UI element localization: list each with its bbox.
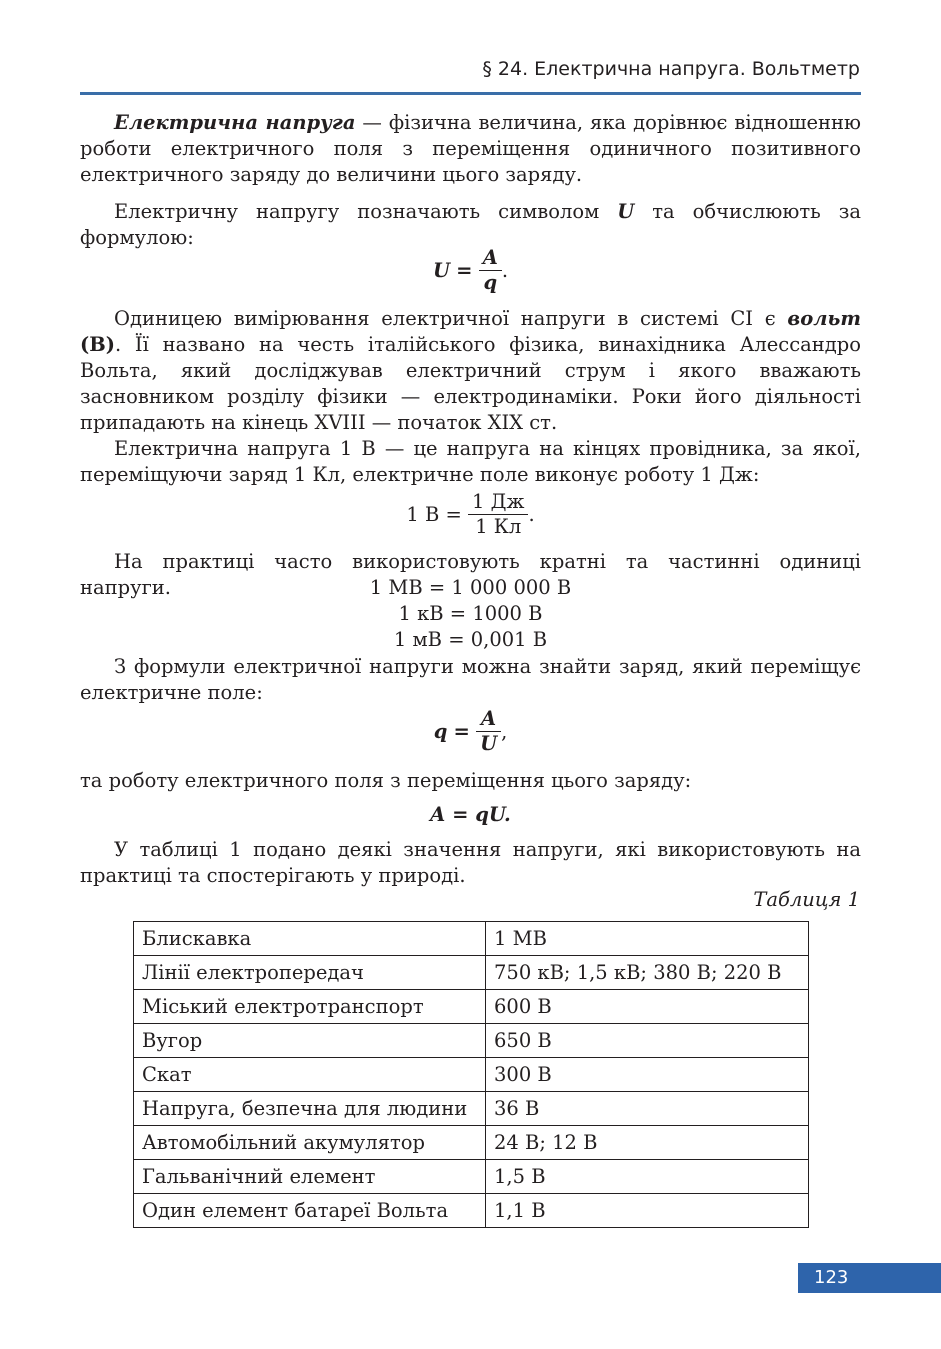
table-cell-source: Скат (134, 1058, 486, 1092)
multiple-millivolt: 1 мВ = 0,001 В (393, 628, 548, 651)
formula-equals: = (453, 720, 470, 743)
work-intro: та роботу електричного поля з переміщення цього заряду: (80, 769, 692, 792)
table-cell-source: Лінії електропередач (134, 956, 486, 990)
unit-abbr: (В) (80, 333, 115, 356)
table-cell-source: Гальванічний елемент (134, 1160, 486, 1194)
table-cell-voltage: 24 В; 12 В (486, 1126, 809, 1160)
table-row (134, 990, 809, 1024)
table-row (134, 1024, 809, 1058)
table-row (134, 1058, 809, 1092)
formula-lhs: U (432, 259, 450, 282)
formula-work: A = qU. (430, 803, 511, 826)
formula-volt (80, 490, 861, 539)
multiple-megavolt: 1 МВ = 1 000 000 В (369, 576, 572, 599)
table-cell-source: Напруга, безпечна для людини (134, 1092, 486, 1126)
header-divider (80, 92, 861, 95)
symbol-para-before: Електричну напругу позначають символом (114, 200, 618, 223)
table-cell-source: Блискавка (134, 922, 486, 956)
formula-tail: , (501, 720, 508, 743)
formula-tail: . (528, 503, 535, 526)
formula-fraction (479, 246, 502, 295)
charge-intro: З формули електричної напруги можна знайти заряд, який переміщує електричне поле: (80, 655, 861, 704)
formula-voltage (80, 246, 861, 295)
voltage-table (133, 921, 809, 1228)
volt-definition-paragraph: Електрична напруга 1 В — це напруга на кінцях провідника, за якої, переміщуючи заряд 1 Кл, електричне поле виконує роботу 1 Дж: (80, 437, 861, 486)
table-cell-voltage: 1 МВ (486, 922, 809, 956)
symbol-u: U (617, 200, 635, 223)
table-cell-source: Міський електротранспорт (134, 990, 486, 1024)
unit-para-after: . Її названо на честь італійського фізика, винахідника Алессандро Вольта, який досліджував електричний струм і якого вважають засновником розділу фізики — електродинаміки. Роки його діяльності припадають на кінець XVIII — початок XIX ст. (80, 333, 861, 434)
multiples-intro: На практиці часто використовують кратні та частинні одиниці напруги. (80, 550, 861, 599)
fraction-denominator: 1 Кл (475, 515, 522, 538)
formula-fraction (476, 707, 501, 756)
table-cell-voltage: 750 кВ; 1,5 кВ; 380 В; 220 В (486, 956, 809, 990)
table-cell-voltage: 300 В (486, 1058, 809, 1092)
formula-lhs: 1 В (406, 503, 440, 526)
fraction-numerator: 1 Дж (468, 490, 528, 515)
page-number: 123 (798, 1263, 941, 1293)
unit-name: вольт (787, 307, 861, 330)
table-cell-source: Автомобільний акумулятор (134, 1126, 486, 1160)
fraction-denominator: q (483, 271, 498, 294)
unit-paragraph (80, 306, 861, 436)
definition-text: — фізична величина, яка дорівнює відношенню роботи електричного поля з переміщення одиничного позитивного електричного заряду до величини цього заряду. (80, 111, 861, 186)
definition-term: Електрична напруга (114, 111, 356, 134)
fraction-numerator: A (479, 246, 502, 271)
symbol-para-after: та обчислюють за формулою: (80, 200, 861, 249)
fraction-denominator: U (480, 732, 498, 755)
table-row (134, 956, 809, 990)
formula-lhs: q (433, 720, 448, 743)
table-cell-voltage: 1,5 В (486, 1160, 809, 1194)
table-cell-voltage: 1,1 В (486, 1194, 809, 1228)
table-row (134, 1092, 809, 1126)
table-cell-voltage: 650 В (486, 1024, 809, 1058)
table-caption: Таблиця 1 (753, 888, 860, 911)
formula-tail: . (501, 259, 509, 282)
formula-equals: = (456, 259, 473, 282)
running-header: § 24. Електрична напруга. Вольтметр (482, 58, 860, 80)
unit-para-before: Одиницею вимірювання електричної напруги в системі СІ є (114, 307, 788, 330)
symbol-paragraph (80, 199, 861, 251)
multiple-kilovolt: 1 кВ = 1000 В (398, 602, 543, 625)
table-row (134, 1126, 809, 1160)
table-cell-source: Вугор (134, 1024, 486, 1058)
table-row (134, 1194, 809, 1228)
formula-fraction (468, 490, 528, 539)
table-cell-source: Один елемент батареї Вольта (134, 1194, 486, 1228)
table-intro: У таблиці 1 подано деякі значення напруги, які використовують на практиці та спостерігають у природі. (80, 838, 861, 887)
table-cell-voltage: 36 В (486, 1092, 809, 1126)
fraction-numerator: A (476, 707, 501, 732)
formula-charge (80, 707, 861, 756)
formula-equals: = (445, 503, 462, 526)
table-cell-voltage: 600 В (486, 990, 809, 1024)
table-row (134, 1160, 809, 1194)
table-row (134, 922, 809, 956)
definition-paragraph (80, 110, 861, 188)
